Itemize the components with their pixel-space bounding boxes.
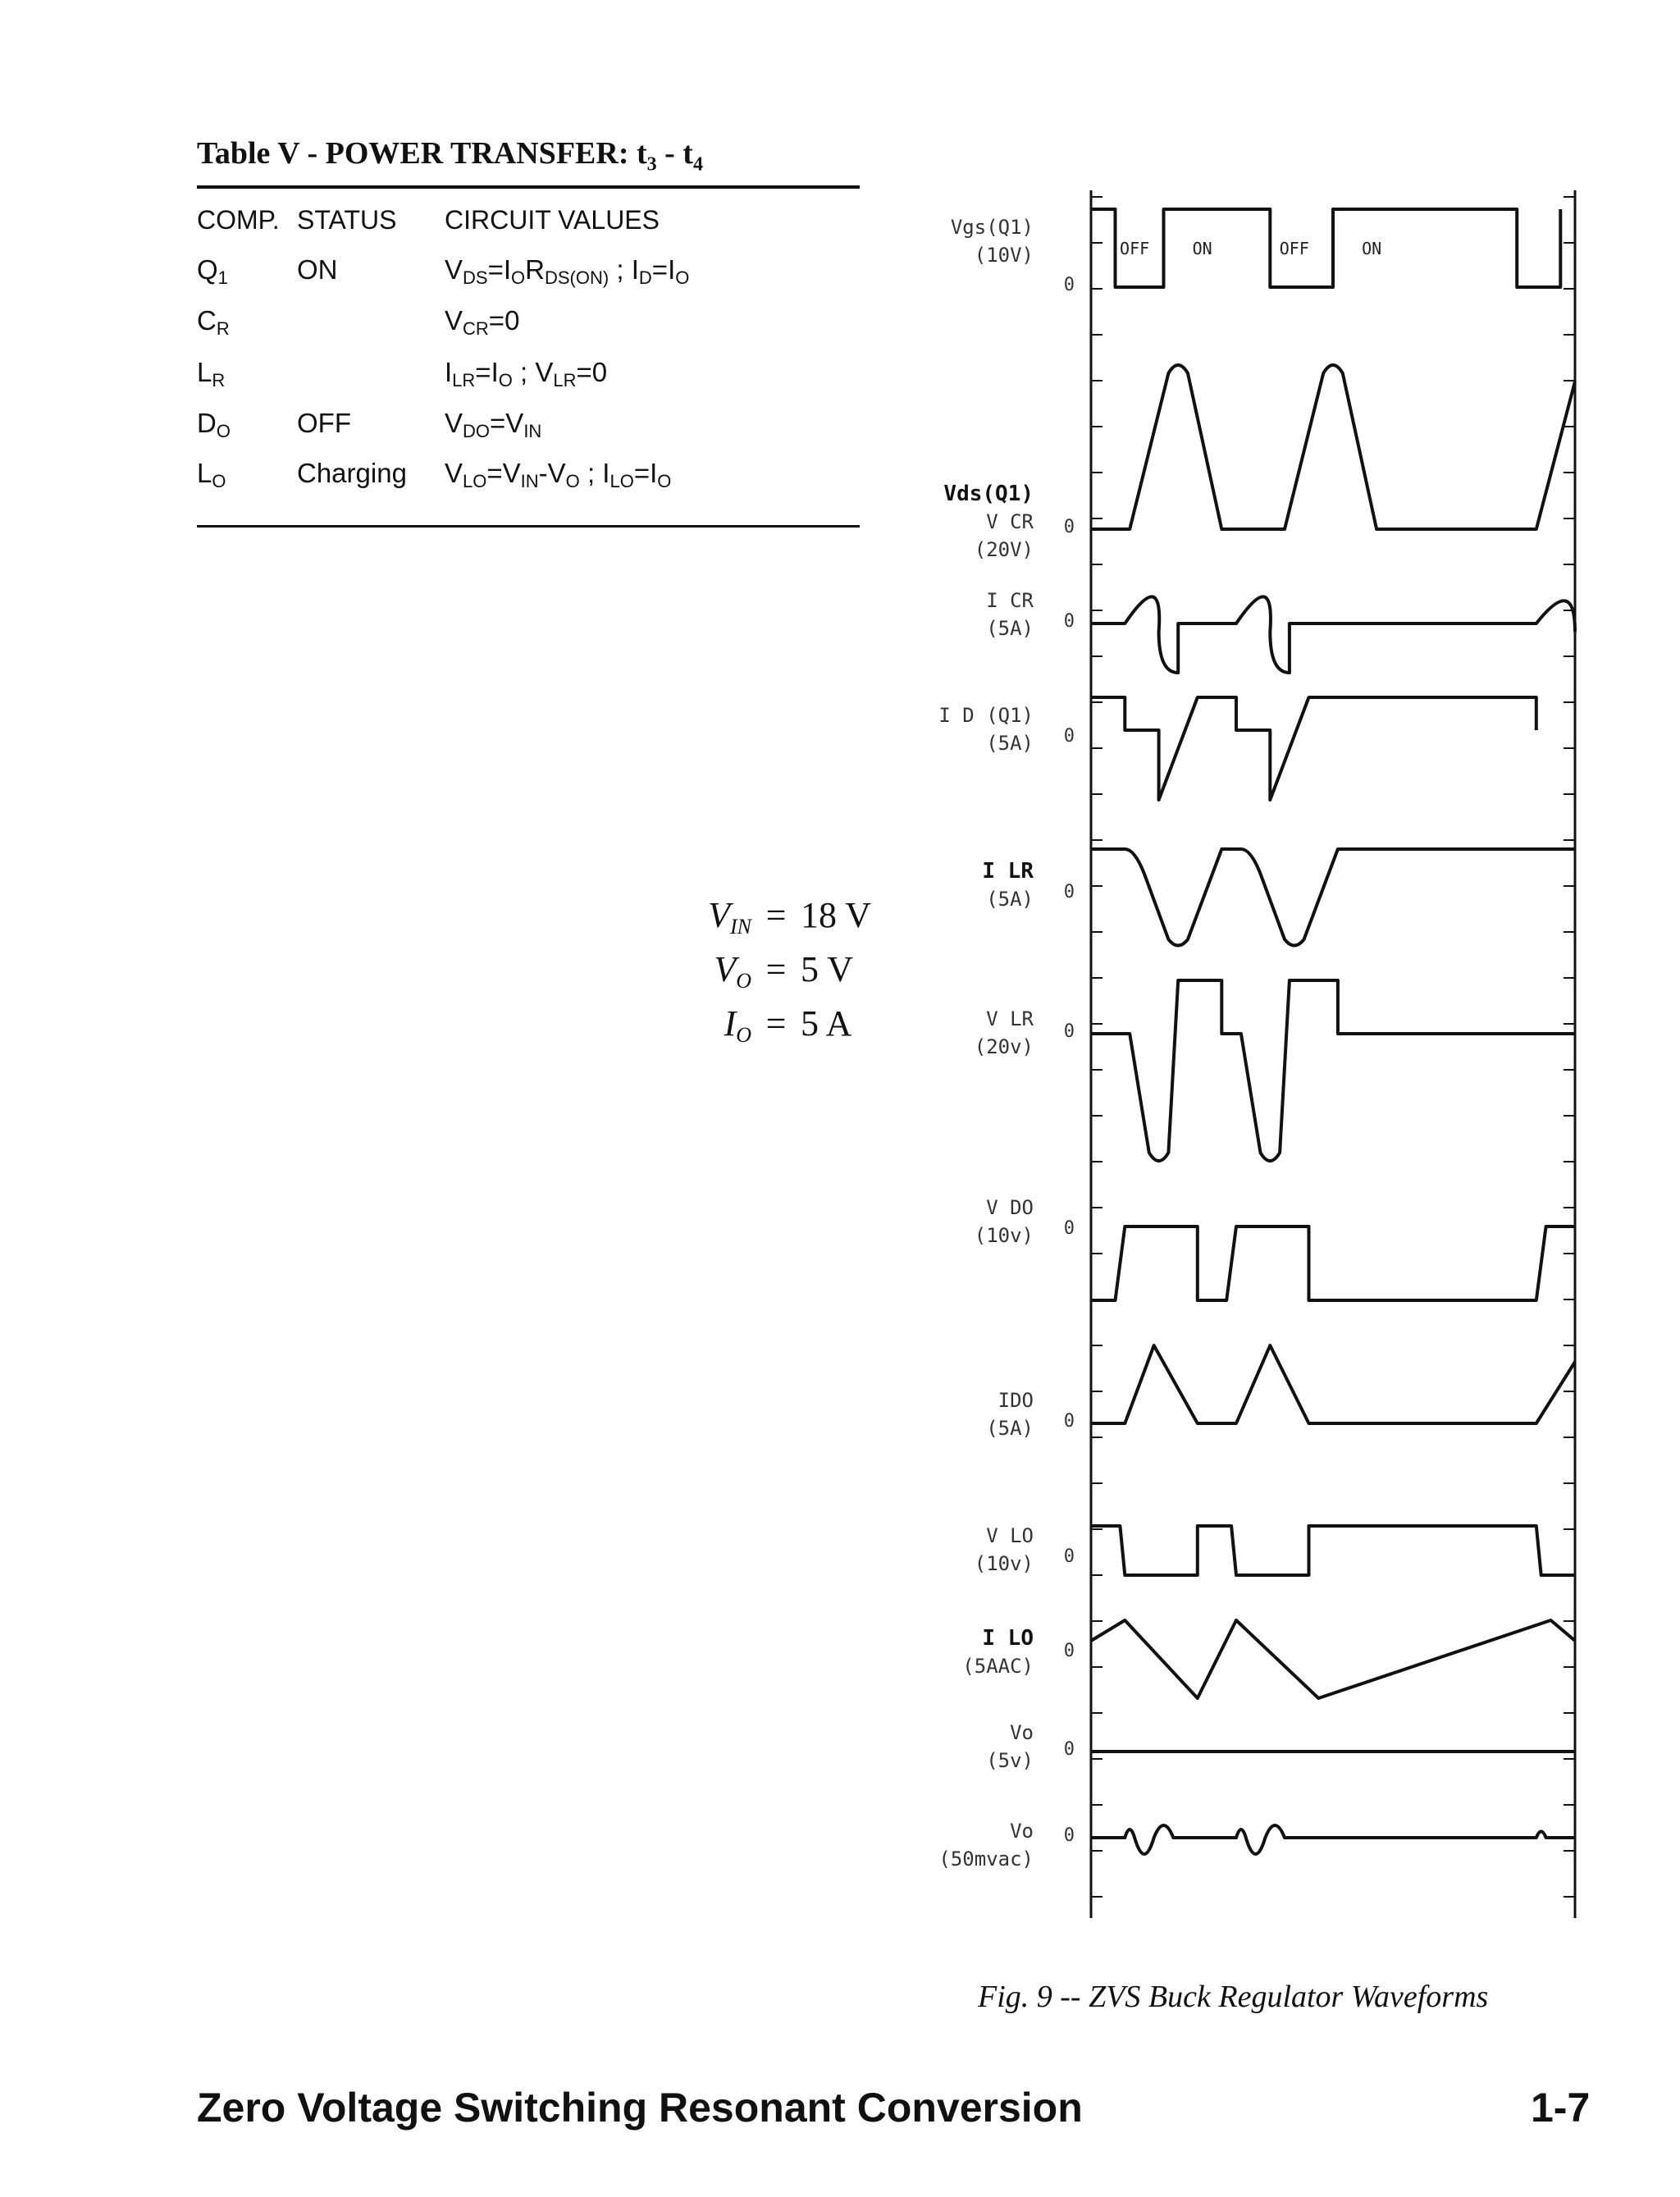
table-header-comp: COMP. [197,205,280,235]
trace-label: I CR [986,589,1034,612]
table-cell-comp: $L_O$ [197,458,226,491]
gate-state-label: OFF [1120,239,1150,258]
zero-marker: 0 [1063,517,1075,537]
trace-label: (5A) [986,888,1034,911]
parameter-value: 5 V [801,949,853,989]
parameter-row [681,1003,871,1057]
table-cell-status: Charging [297,458,407,488]
zero-marker: 0 [1063,882,1075,902]
table-cell-values: $I_{LR}=I_O$ ; $V_{LR}=0$ [445,357,608,391]
waveform-figure [902,180,1591,1936]
trace-label: (10v) [974,1224,1034,1247]
trace-label: Vgs(Q1) [950,216,1034,239]
zero-marker: 0 [1063,726,1075,747]
trace-label: (5A) [986,1417,1034,1440]
figure-caption: Fig. 9 -- ZVS Buck Regulator Waveforms [978,1980,1489,2014]
trace-label: (5A) [986,732,1034,755]
table-cell-values: $V_{LO}=V_{IN}-V_O$ ; $I_{LO}=I_O$ [445,458,672,491]
table-title: Table V - POWER TRANSFER: $t_3 - t_4$ [197,136,703,176]
trace-ilr-waveform [1091,849,1575,946]
trace-label: (50mvac) [938,1848,1034,1870]
zero-marker: 0 [1063,1546,1075,1567]
trace-vlo-waveform [1091,1526,1575,1575]
zero-marker: 0 [1063,1021,1075,1042]
parameter-value: 5 A [801,1003,852,1044]
trace-label: I D (Q1) [938,704,1034,727]
table-cell-comp: $L_R$ [197,357,226,391]
trace-vdo-waveform [1091,1226,1575,1300]
parameter-symbol: $V_O$ [714,949,751,993]
parameter-row [681,948,871,1003]
trace-id-waveform [1091,697,1536,800]
parameter-symbol: $I_O$ [724,1003,751,1047]
trace-label: (10v) [974,1552,1034,1575]
trace-icr-waveform [1091,596,1575,673]
trace-label: V LO [986,1524,1034,1547]
table-cell-status: ON [297,254,338,285]
table-cell-values: $V_{DS}=I_OR_{DS(ON)}$ ; $I_D=I_O$ [445,254,690,288]
parameter-symbol: $V_{IN}$ [708,895,751,939]
trace-label: IDO [998,1389,1034,1412]
trace-label: V DO [986,1196,1034,1219]
page-number: 1-7 [1531,2085,1591,2131]
gate-state-label: OFF [1279,239,1309,258]
zero-marker: 0 [1063,1411,1075,1432]
zero-marker: 0 [1063,1825,1075,1846]
operating-parameters [681,894,871,1057]
trace-label: (5v) [986,1749,1034,1772]
zero-marker: 0 [1063,275,1075,295]
trace-vds-waveform [1091,365,1575,529]
table-cell-values: $V_{DO}=V_{IN}$ [445,408,542,441]
parameter-equals: = [765,895,787,935]
zero-marker: 0 [1063,1641,1075,1661]
trace-vo-ripple-waveform [1091,1825,1575,1854]
gate-state-label: ON [1362,239,1382,258]
table-cell-comp: $Q_1$ [197,254,228,288]
trace-ido-waveform [1091,1345,1575,1423]
trace-label: Vo [1010,1721,1034,1744]
footer-title: Zero Voltage Switching Resonant Conversion [197,2085,1083,2131]
trace-label: Vo [1010,1820,1034,1843]
parameter-value: 18 V [801,895,871,935]
trace-label: (20v) [974,1035,1034,1058]
table-top-rule [197,185,860,189]
zero-marker: 0 [1063,1739,1075,1760]
table-bottom-rule [197,525,860,528]
trace-label: (10V) [974,244,1034,267]
trace-label: I LO [982,1626,1034,1651]
trace-label: Vds(Q1) [943,482,1034,506]
trace-label: V CR [986,510,1034,533]
gate-state-label: ON [1192,239,1212,258]
table-header-circuit-values: CIRCUIT VALUES [445,205,660,235]
trace-label: (5A) [986,617,1034,640]
table-cell-comp: $C_R$ [197,305,230,339]
trace-label: V LR [986,1007,1034,1030]
table-cell-status: OFF [297,408,351,438]
trace-vgs-waveform [1091,209,1560,287]
trace-vlr-waveform [1091,980,1575,1161]
parameter-equals: = [765,1003,787,1044]
trace-label: (5AAC) [962,1655,1034,1678]
parameter-equals: = [765,949,787,989]
table-cell-comp: $D_O$ [197,408,231,441]
table-header-status: STATUS [297,205,397,235]
table-cell-values: $V_{CR}=0$ [445,305,520,339]
zero-marker: 0 [1063,611,1075,632]
zero-marker: 0 [1063,1218,1075,1239]
parameter-row [681,894,871,948]
trace-label: I LR [982,859,1034,884]
trace-label: (20V) [974,538,1034,561]
trace-ilo-waveform [1091,1620,1575,1698]
